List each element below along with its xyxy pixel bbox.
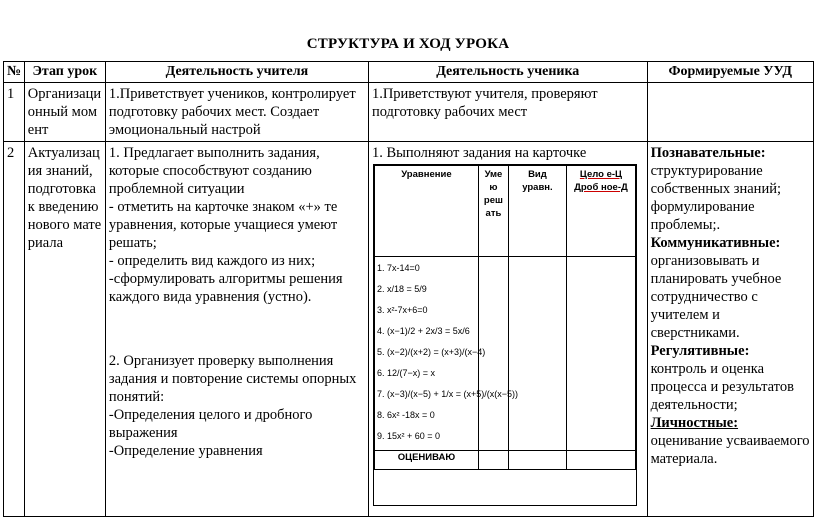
uud-heading: Познавательные: [650, 145, 766, 161]
equation-item: 8. 6x² -18x = 0 [376, 410, 435, 420]
type-cell[interactable] [508, 257, 566, 451]
card-header-equation: Уравнение [374, 166, 478, 257]
equation-item: 3. x²-7x+6=0 [376, 305, 428, 315]
row-teacher-activity [105, 142, 368, 517]
row-stage: Актуализация знаний, подготовка к введению нового материала [24, 142, 105, 517]
teacher-line: -Определения целого и дробного выражения [108, 407, 313, 441]
uud-text: организовывать и планировать учебное сотрудничество с учителем и сверстниками. [650, 253, 782, 341]
page-title: СТРУКТУРА И ХОД УРОКА [306, 36, 510, 52]
card-footer-label: ОЦЕНИВАЮ [374, 451, 478, 470]
equation-item: 5. (x−2)/(x+2) = (x+3)/(x−4) [376, 347, 486, 357]
card-header-type: Вид уравн. [508, 166, 566, 257]
uud-text: контроль и оценка процесса и результатов деятельности; [650, 361, 794, 413]
card-header-row [374, 166, 635, 257]
row-stage: Организационный момент [24, 83, 105, 142]
integer-fractional-cell[interactable] [566, 257, 635, 451]
equation-item: 1. 7x-14=0 [376, 263, 420, 273]
row-uud [647, 142, 813, 517]
lesson-structure-table [3, 61, 814, 517]
header-uud: Формируемые УУД [647, 62, 813, 83]
row-number: 2 [4, 142, 25, 517]
teacher-line: - определить вид каждого из них; [108, 253, 316, 269]
equation-item: 4. (x−1)/2 + 2x/3 = 5x/6 [376, 326, 470, 336]
row-student-activity: 1.Приветствуют учителя, проверяют подготовку рабочих мест [368, 83, 647, 142]
teacher-line: - отметить на карточке знаком «+» те уравнения, которые учащиеся умеют решать; [108, 199, 338, 251]
uud-heading: Коммуникативные: [650, 235, 781, 251]
header-stage: Этап урок [24, 62, 105, 83]
teacher-line: 1. Предлагает выполнить задания, которые способствуют созданию проблемной ситуации [108, 145, 320, 197]
table-row [4, 83, 814, 142]
equation-item: 7. (x−3)/(x−5) + 1/x = (x+5)/(x(x−5)) [376, 389, 518, 399]
equation-item: 9. 15x² + 60 = 0 [376, 431, 440, 441]
header-student-activity: Деятельность ученика [368, 62, 647, 83]
card-header-can-solve: Уме ю реш ать [478, 166, 508, 257]
equation-item: 6. 12/(7−x) = x [376, 368, 435, 378]
teacher-line: -Определение уравнения [108, 443, 263, 459]
table-row [4, 142, 814, 517]
row-student-activity [368, 142, 647, 517]
uud-text: оценивание усваиваемого материала. [650, 433, 810, 467]
header-number: № [4, 62, 25, 83]
card-header-integer-fractional: Цело е-Ц Дроб ное-Д [566, 166, 635, 257]
header-teacher-activity: Деятельность учителя [105, 62, 368, 83]
teacher-line: 2. Организует проверку выполнения задания и повторение системы опорных понятий: [108, 353, 357, 405]
row-uud [647, 83, 813, 142]
teacher-line: -сформулировать алгоритмы решения каждого вида уравнения (устно). [108, 271, 343, 305]
uud-heading: Личностные: [650, 415, 739, 431]
equation-list [374, 257, 518, 451]
student-task: 1. Выполняют задания на карточке [371, 145, 587, 161]
uud-heading: Регулятивные: [650, 343, 750, 359]
row-number: 1 [4, 83, 25, 142]
table-header-row [4, 62, 814, 83]
uud-text: структурирование собственных знаний; формулирование проблемы;. [650, 163, 781, 233]
card-footer-row [374, 451, 635, 470]
equation-card [373, 164, 637, 506]
row-teacher-activity: 1.Приветствует учеников, контролирует подготовку рабочих мест. Создает эмоциональный настрой [105, 83, 368, 142]
equation-item: 2. x/18 = 5/9 [376, 284, 427, 294]
card-equations-row [374, 257, 635, 451]
